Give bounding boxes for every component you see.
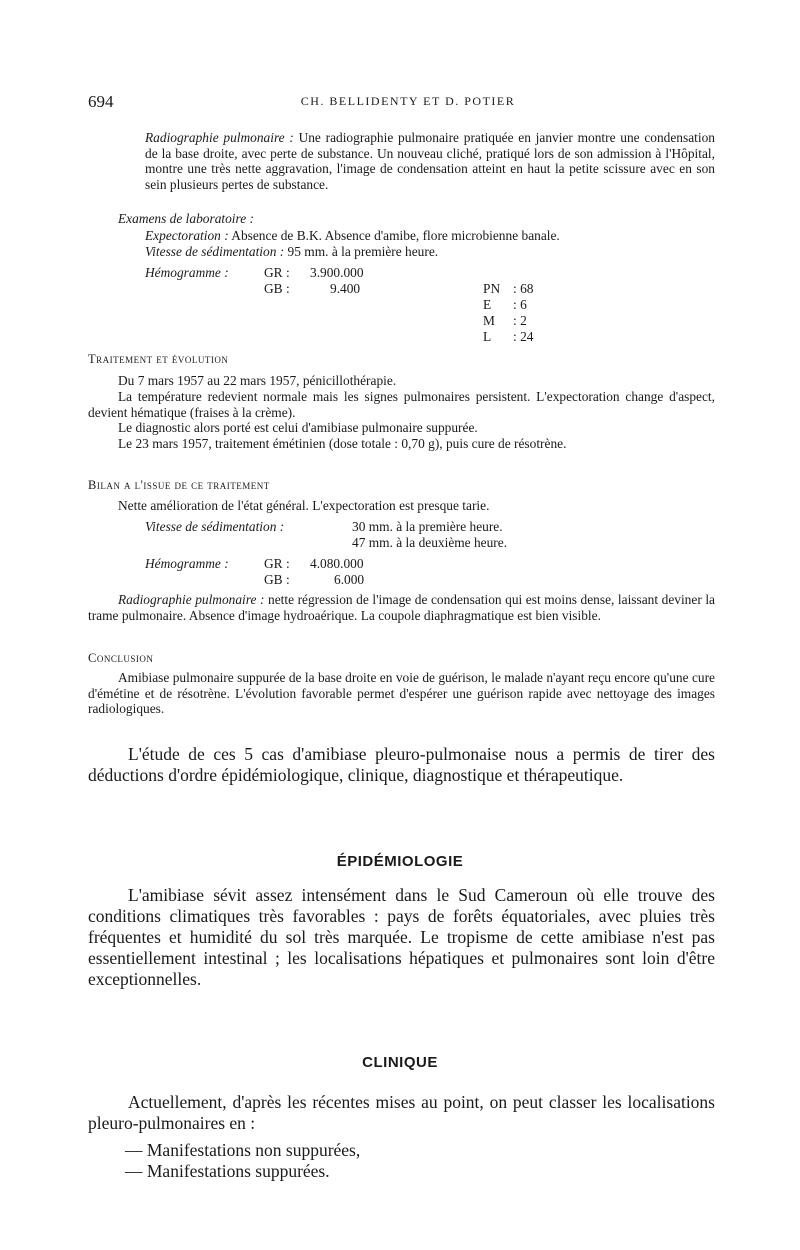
dash-marker: — [125, 1140, 147, 1160]
bilan-vitesse-l1: 30 mm. à la première heure. [352, 519, 503, 534]
formula-value: : 6 [513, 297, 527, 312]
bilan-vitesse-label: Vitesse de sédimentation : [145, 519, 285, 534]
formula-key: PN [483, 281, 501, 296]
bilan-gr-label: GR : [264, 556, 290, 571]
formula-key: L [483, 329, 492, 344]
traitement-p1: Du 7 mars 1957 au 22 mars 1957, pénicillothérapie. [118, 373, 397, 388]
page-number: 694 [88, 92, 114, 111]
page-header [88, 92, 728, 112]
expectoration-text: Absence de B.K. Absence d'amibe, flore microbienne banale. [228, 228, 560, 243]
gr-label: GR : [264, 265, 290, 280]
traitement-heading: Traitement et évolution [88, 352, 229, 366]
epidemiologie-title: ÉPIDÉMIOLOGIE [336, 853, 464, 870]
traitement-p3: Le diagnostic alors porté est celui d'amibiase pulmonaire suppurée. [118, 420, 478, 435]
traitement-p4: Le 23 mars 1957, traitement émétinien (dose totale : 0,70 g), puis cure de résotrène. [118, 436, 567, 451]
intro-paragraph: L'étude de ces 5 cas d'amibiase pleuro-pulmonaise nous a permis de tirer des déductions d'ordre épidémiologique, clinique, diagnostique et thérapeutique. [88, 744, 715, 785]
traitement-p2: La température redevient normale mais les signes pulmonaires persistent. L'expectoration change d'aspect, devient hématique (fraises à la crème). [88, 389, 715, 420]
bilan-radio [88, 592, 715, 623]
hemogramme-label: Hémogramme : [145, 265, 229, 280]
gb-value: 9.400 [330, 281, 361, 296]
bilan-heading: Bilan a l'issue de ce traitement [88, 478, 270, 492]
conclusion-text: Amibiase pulmonaire suppurée de la base droite en voie de guérison, le malade n'ayant reçu encore qu'une cure d'émétine et de résotrène. L'évolution favorable permet d'espérer une guérison rapide avec nettoyage des images radiologiques. [88, 670, 715, 716]
radiographie-label: Radiographie pulmonaire : [145, 130, 294, 145]
bilan-radio-text: nette régression de l'image de condensation qui est moins dense, laissant deviner la trame pulmonaire. Absence d'image hydroaérique. La coupole diaphragmatique est bien visible. [88, 592, 715, 623]
formula-value: : 2 [513, 313, 527, 328]
conclusion-heading: Conclusion [88, 651, 154, 665]
bilan-vitesse-l2: 47 mm. à la deuxième heure. [352, 535, 508, 550]
examens-title: Examens de laboratoire : [118, 211, 254, 226]
radiographie-paragraph [145, 130, 715, 192]
bilan-gb-label: GB : [264, 572, 290, 587]
clinique-paragraph: Actuellement, d'après les récentes mises au point, on peut classer les localisations pleuro-pulmonaires en : [88, 1092, 715, 1133]
bilan-radio-label: Radiographie pulmonaire : [118, 592, 265, 607]
formula-value: : 24 [513, 329, 534, 344]
vitesse-text: 95 mm. à la première heure. [284, 244, 439, 259]
dash-marker: — [125, 1161, 147, 1181]
vitesse-label: Vitesse de sédimentation : [145, 244, 285, 259]
bilan-gr-value: 4.080.000 [310, 556, 364, 571]
formula-value: : 68 [513, 281, 534, 296]
clinique-list-item: — Manifestations non suppurées, [125, 1140, 361, 1160]
clinique-title: CLINIQUE [362, 1054, 438, 1071]
bilan-hemogramme-label: Hémogramme : [145, 556, 229, 571]
gr-value: 3.900.000 [310, 265, 364, 280]
clinique-list-item: — Manifestations suppurées. [125, 1161, 330, 1181]
running-head: CH. BELLIDENTY ET D. POTIER [300, 94, 516, 108]
bilan-p1: Nette amélioration de l'état général. L'expectoration est presque tarie. [118, 498, 490, 513]
epidemiologie-paragraph: L'amibiase sévit assez intensément dans le Sud Cameroun où elle trouve des conditions climatiques très favorables : pays de forêts équatoriales, avec pluies très fréquentes et humidité du sol très marquée. Le tropisme de cette amibiase n'est pas essentiellement intestinal ; les localisations hépatiques et pulmonaires sont loin d'être exceptionnelles. [88, 885, 715, 989]
gb-label: GB : [264, 281, 290, 296]
vitesse-line [145, 244, 438, 260]
bilan-gb-value: 6.000 [334, 572, 365, 587]
formula-key: E [483, 297, 492, 312]
expectoration-label: Expectoration : [145, 228, 229, 243]
expectoration-line [145, 228, 560, 244]
formula-key: M [483, 313, 495, 328]
radiographie-text: Une radiographie pulmonaire pratiquée en janvier montre une condensation de la base droite, avec perte de substance. Un nouveau cliché, pratiqué lors de son admission à l'Hôpital, montre une très nette aggravation, l'image de condensation atteint en haut la petite scissure avec en son sein plusieurs pertes de substance. [145, 130, 715, 192]
